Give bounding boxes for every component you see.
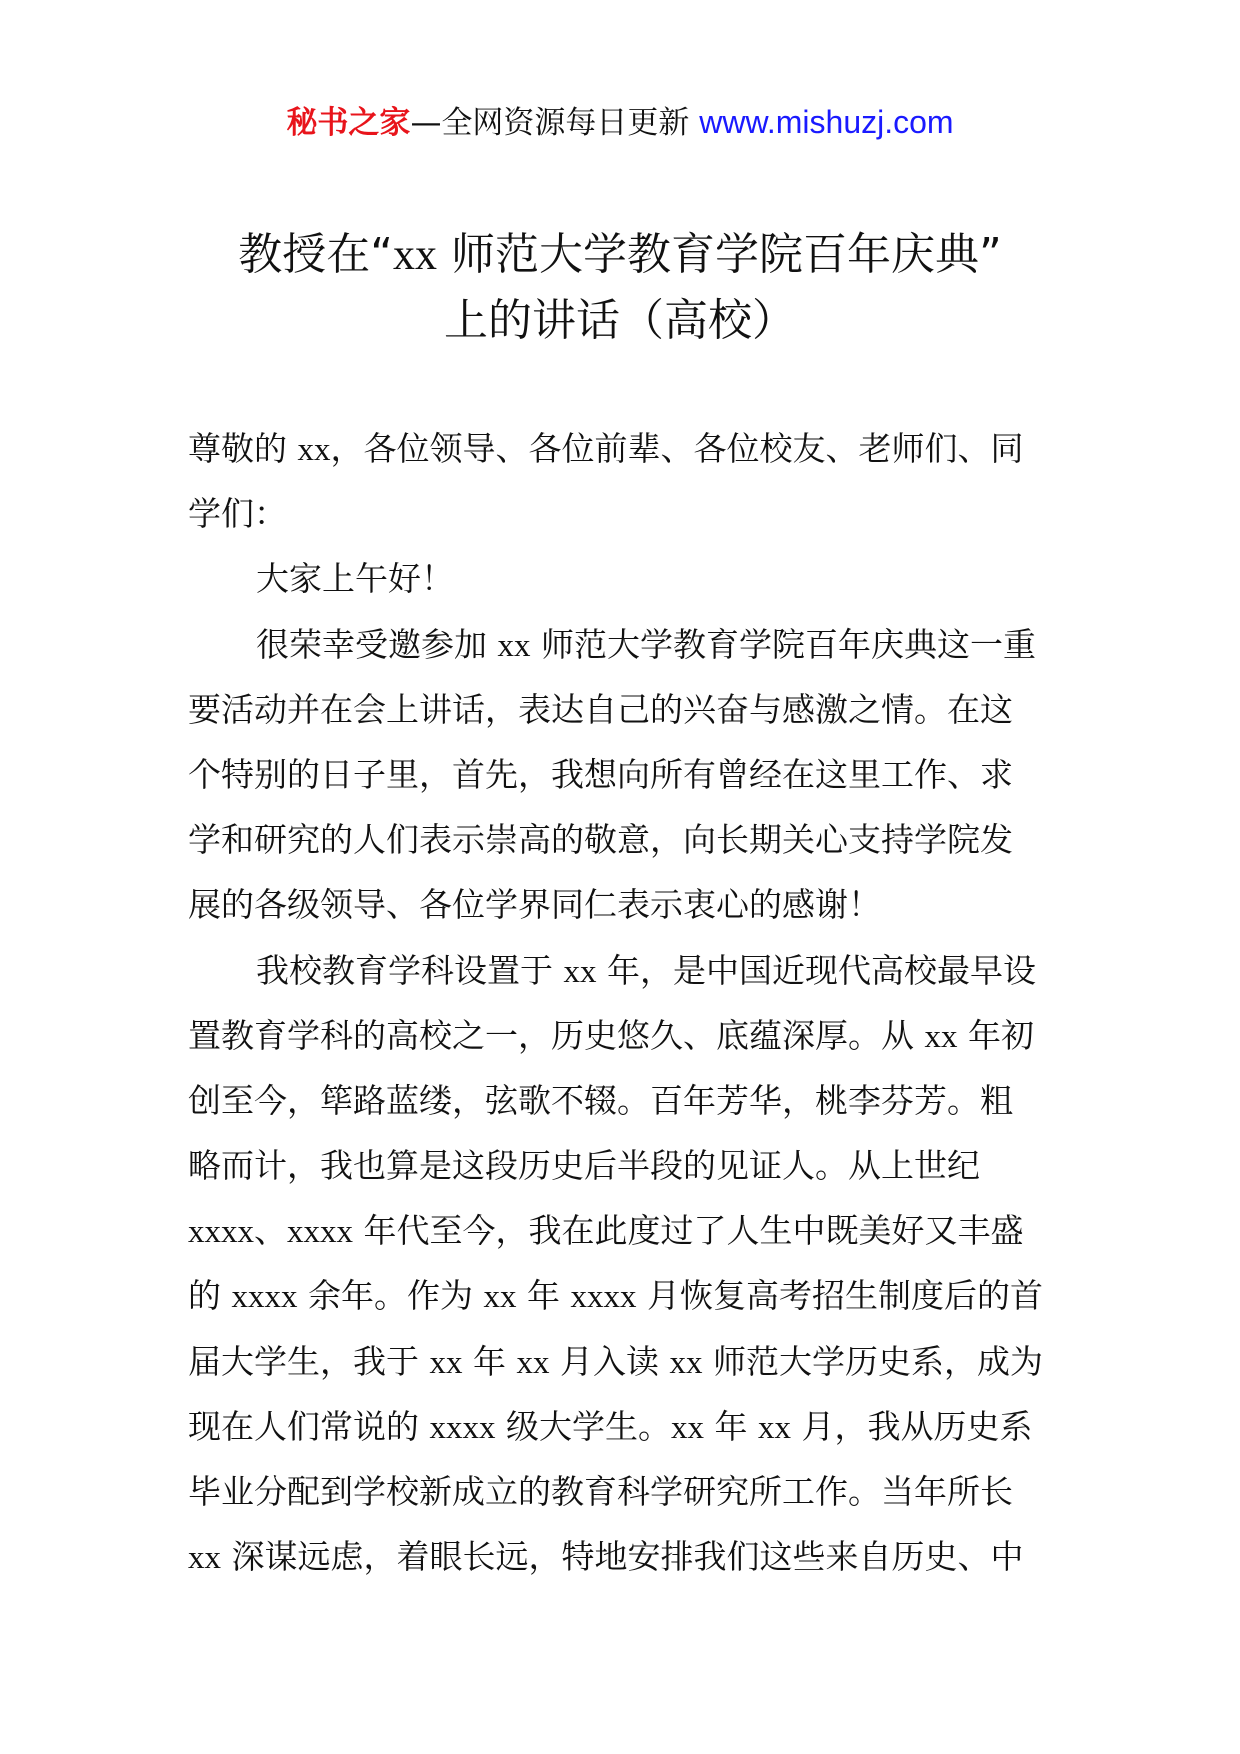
body-line: 略而计，我也算是这段历史后半段的见证人。从上世纪 (188, 1146, 980, 1186)
document-body (188, 416, 1056, 1589)
site-tagline: —全网资源每日更新 (410, 105, 700, 141)
body-line: 学和研究的人们表示崇高的敬意，向长期关心支持学院发 (188, 820, 1013, 860)
title-line-1: 教授在“xx 师范大学教育学院百年庆典” (238, 229, 1002, 280)
body-line: 尊敬的 xx，各位领导、各位前辈、各位校友、老师们、同 (188, 429, 1024, 468)
body-line: 毕业分配到学校新成立的教育科学研究所工作。当年所长 (188, 1472, 1013, 1511)
body-line: xxxx、xxxx 年代至今，我在此度过了人生中既美好又丰盛 (188, 1211, 1024, 1251)
body-line: 现在人们常说的 xxxx 级大学生。xx 年 xx 月，我从历史系 (188, 1406, 1033, 1446)
title-line-2: 上的讲话（高校） (444, 295, 796, 346)
document-title (140, 222, 1100, 354)
site-brand: 秘书之家 (286, 105, 411, 141)
body-line: 展的各级领导、各位学界同仁表示衷心的感谢！ (188, 885, 881, 925)
body-line: 学们： (188, 494, 287, 534)
body-line: xx 深谋远虑，着眼长远，特地安排我们这些来自历史、中 (188, 1537, 1024, 1577)
body-line: 很荣幸受邀参加 xx 师范大学教育学院百年庆典这一重 (256, 624, 1036, 664)
body-line: 要活动并在会上讲话，表达自己的兴奋与感激之情。在这 (188, 689, 1013, 729)
body-line: 置教育学科的高校之一，历史悠久、底蕴深厚。从 xx 年初 (188, 1015, 1034, 1055)
site-url-link[interactable]: www.mishuzj.com (699, 104, 954, 140)
body-line: 届大学生，我于 xx 年 xx 月入读 xx 师范大学历史系，成为 (188, 1341, 1043, 1381)
body-line: 创至今，筚路蓝缕，弦歌不辍。百年芳华，桃李芬芳。粗 (188, 1080, 1013, 1120)
site-header (0, 100, 1240, 145)
body-line: 个特别的日子里，首先，我想向所有曾经在这里工作、求 (188, 754, 1013, 794)
body-line: 我校教育学科设置于 xx 年，是中国近现代高校最早设 (256, 950, 1036, 990)
body-line: 大家上午好！ (256, 559, 454, 599)
body-line: 的 xxxx 余年。作为 xx 年 xxxx 月恢复高考招生制度后的首 (188, 1276, 1043, 1316)
